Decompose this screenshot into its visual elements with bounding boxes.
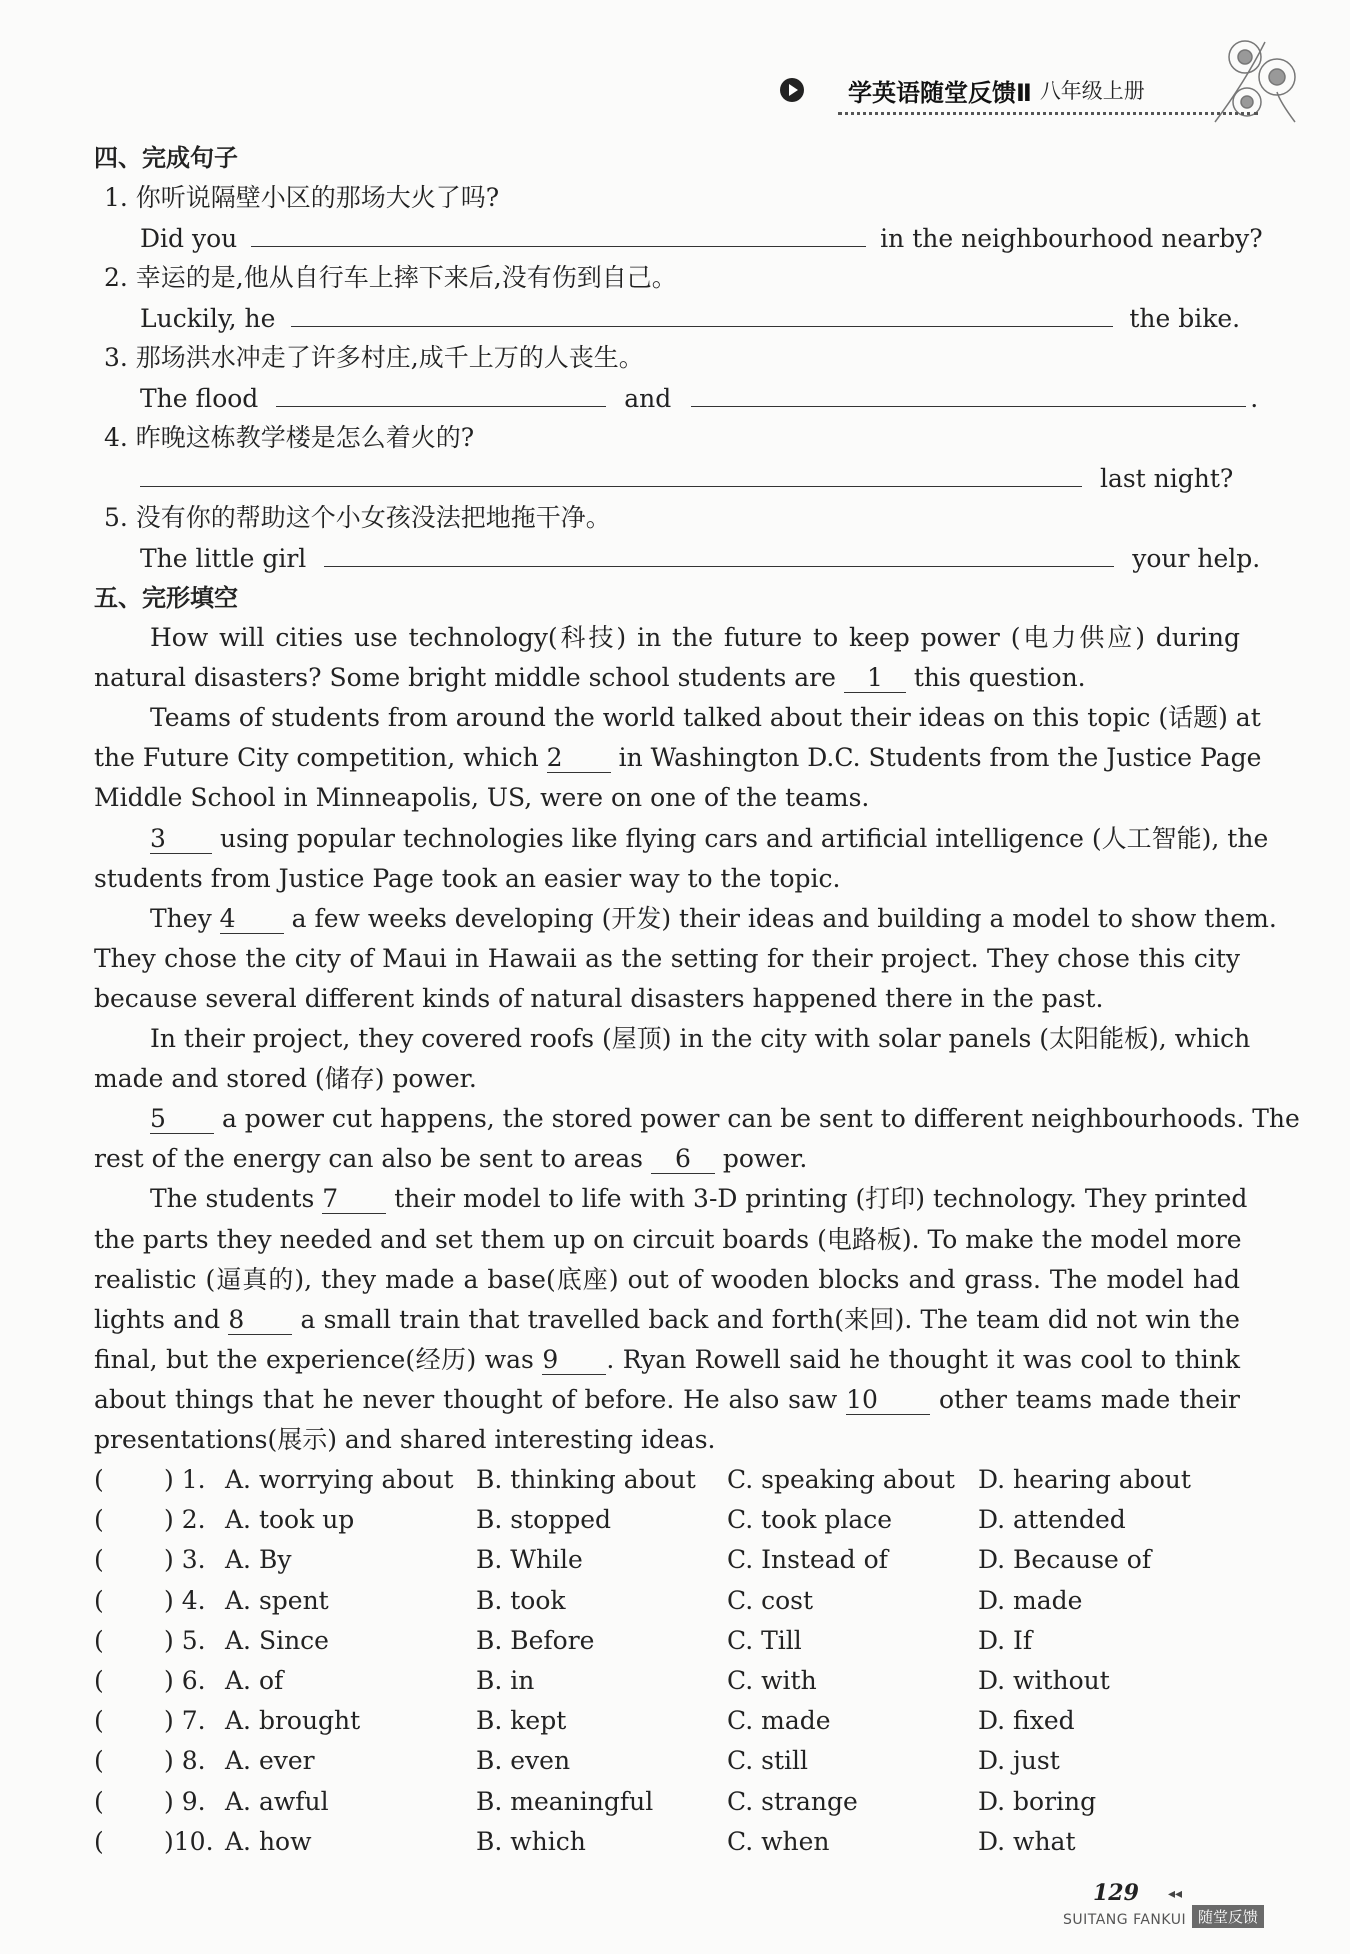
sentence-5-blank[interactable] — [324, 540, 1114, 567]
option-c[interactable]: C. made — [727, 1706, 831, 1736]
sentence-4-blank[interactable] — [140, 460, 1082, 487]
option-d[interactable]: D. made — [978, 1585, 1083, 1615]
option-a[interactable]: A. brought — [225, 1706, 361, 1736]
option-d[interactable]: D. what — [978, 1826, 1076, 1856]
option-a[interactable]: A. Since — [225, 1625, 329, 1655]
answer-paren-open[interactable]: ( — [94, 1465, 104, 1494]
answer-paren-open[interactable]: ( — [94, 1625, 104, 1655]
option-a[interactable]: A. By — [225, 1545, 292, 1575]
page-number: 129 — [1093, 1880, 1139, 1906]
option-c[interactable]: C. Instead of — [727, 1545, 888, 1575]
option-a[interactable]: A. spent — [225, 1585, 329, 1615]
question-number: ) 3. — [164, 1545, 206, 1575]
option-d[interactable]: D. without — [978, 1666, 1110, 1695]
option-c[interactable]: C. Till — [727, 1625, 802, 1655]
passage-line: 3 using popular technologies like flying cars and artificial intelligence (人工智能), the — [150, 823, 1269, 853]
option-c[interactable]: C. speaking about — [727, 1465, 955, 1494]
passage-line: natural disasters? Some bright middle school students are 1 this question. — [94, 663, 1086, 693]
answer-paren-open[interactable]: ( — [94, 1545, 104, 1575]
question-number: ) 1. — [164, 1465, 206, 1494]
option-b[interactable]: B. kept — [476, 1706, 567, 1736]
option-c[interactable]: C. when — [727, 1826, 830, 1856]
sentence-5-english: The little girl your help. — [140, 540, 1260, 574]
footer-brand-english: SUITANG FANKUI — [1063, 1912, 1187, 1928]
passage-line: about things that he never thought of before. He also saw 10 other teams made their — [94, 1384, 1240, 1414]
header-dotted-rule — [838, 112, 1258, 115]
option-b[interactable]: B. meaningful — [476, 1786, 654, 1816]
passage-line: because several different kinds of natural disasters happened there in the past. — [94, 983, 1104, 1013]
option-a[interactable]: A. ever — [225, 1746, 315, 1776]
sentence-4-english: last night? — [140, 460, 1233, 494]
option-a[interactable]: A. how — [225, 1826, 312, 1856]
question-number: )10. — [164, 1826, 214, 1856]
passage-line: presentations(展示) and shared interesting ideas. — [94, 1425, 716, 1454]
footer-brand-chinese: 随堂反馈 — [1192, 1905, 1264, 1928]
question-number: ) 9. — [164, 1786, 206, 1816]
option-b[interactable]: B. stopped — [476, 1505, 611, 1535]
passage-line: They chose the city of Maui in Hawaii as the setting for their project. They chose this city — [94, 943, 1240, 973]
question-number: ) 8. — [164, 1746, 206, 1776]
sentence-3-blank-b[interactable] — [691, 380, 1246, 407]
sentence-1-blank[interactable] — [251, 220, 866, 247]
sentence-5-chinese: 5. 没有你的帮助这个小女孩没法把地拖干净。 — [104, 503, 611, 532]
option-a[interactable]: A. took up — [225, 1505, 355, 1535]
question-number: ) 4. — [164, 1585, 206, 1615]
question-number: ) 5. — [164, 1625, 206, 1655]
cloze-blank-4[interactable]: 4 — [220, 905, 284, 934]
cloze-blank-5[interactable]: 5 — [150, 1105, 214, 1134]
play-bullet-icon — [780, 78, 804, 102]
passage-line: rest of the energy can also be sent to areas 6 power. — [94, 1144, 808, 1174]
question-number: ) 7. — [164, 1706, 206, 1736]
passage-line: students from Justice Page took an easier way to the topic. — [94, 863, 841, 893]
cloze-blank-1[interactable]: 1 — [844, 664, 906, 693]
option-b[interactable]: B. took — [476, 1585, 566, 1615]
sentence-1-chinese: 1. 你听说隔壁小区的那场大火了吗? — [104, 183, 500, 212]
sentence-2-english: Luckily, he the bike. — [140, 300, 1240, 334]
option-b[interactable]: B. Before — [476, 1625, 595, 1655]
passage-line: lights and 8 a small train that travelled back and forth(来回). The team did not win the — [94, 1304, 1240, 1334]
option-c[interactable]: C. strange — [727, 1786, 858, 1816]
option-c[interactable]: C. cost — [727, 1585, 814, 1615]
option-d[interactable]: D. fixed — [978, 1706, 1075, 1736]
passage-line: realistic (逼真的), they made a base(底座) out of wooden blocks and grass. The model had — [94, 1264, 1240, 1294]
option-a[interactable]: A. awful — [225, 1786, 329, 1816]
passage-line: In their project, they covered roofs (屋顶) in the city with solar panels (太阳能板), which — [150, 1024, 1251, 1053]
option-d[interactable]: D. boring — [978, 1786, 1097, 1816]
cloze-blank-8[interactable]: 8 — [228, 1306, 292, 1335]
option-d[interactable]: D. hearing about — [978, 1465, 1191, 1494]
option-a[interactable]: A. of — [225, 1666, 284, 1695]
book-subtitle: 八年级上册 — [1039, 79, 1145, 103]
answer-paren-open[interactable]: ( — [94, 1666, 104, 1695]
cloze-blank-10[interactable]: 10 — [846, 1386, 930, 1415]
answer-paren-open[interactable]: ( — [94, 1585, 104, 1615]
passage-line: Teams of students from around the world talked about their ideas on this topic (话题) at — [150, 703, 1261, 733]
option-b[interactable]: B. even — [476, 1746, 571, 1776]
answer-paren-open[interactable]: ( — [94, 1746, 104, 1776]
cloze-blank-6[interactable]: 6 — [651, 1145, 715, 1174]
option-c[interactable]: C. still — [727, 1746, 808, 1776]
page-header — [780, 70, 1145, 110]
passage-line: The students 7 their model to life with 3-D printing (打印) technology. They printed — [150, 1184, 1248, 1214]
cloze-blank-9[interactable]: 9 — [542, 1346, 606, 1375]
book-title: 学英语随堂反馈Ⅱ — [848, 78, 1032, 107]
passage-line: the parts they needed and set them up on circuit boards (电路板). To make the model more — [94, 1224, 1242, 1254]
option-a[interactable]: A. worrying about — [225, 1465, 454, 1494]
section-4-heading: 四、完成句子 — [94, 144, 238, 172]
answer-paren-open[interactable]: ( — [94, 1505, 104, 1535]
answer-paren-open[interactable]: ( — [94, 1826, 104, 1856]
passage-line: How will cities use technology(科技) in the future to keep power (电力供应) during — [150, 623, 1240, 652]
passage-line: Middle School in Minneapolis, US, were on one of the teams. — [94, 783, 870, 813]
sentence-2-chinese: 2. 幸运的是,他从自行车上摔下来后,没有伤到自己。 — [104, 263, 677, 292]
sentence-1-english: Did you in the neighbourhood nearby? — [140, 220, 1263, 254]
cloze-blank-7[interactable]: 7 — [322, 1185, 386, 1214]
passage-line: 5 a power cut happens, the stored power can be sent to different neighbourhoods. The — [150, 1104, 1300, 1134]
sentence-3-english: The flood and . — [140, 380, 1258, 414]
section-5-heading: 五、完形填空 — [94, 584, 238, 612]
cloze-blank-3[interactable]: 3 — [150, 825, 212, 854]
option-b[interactable]: B. thinking about — [476, 1465, 696, 1494]
sentence-2-blank[interactable] — [291, 300, 1113, 327]
double-arrow-icon: ◂◂ — [1168, 1886, 1183, 1902]
option-b[interactable]: B. which — [476, 1826, 586, 1856]
option-b[interactable]: B. While — [476, 1545, 583, 1575]
option-b[interactable]: B. in — [476, 1666, 535, 1695]
sentence-3-chinese: 3. 那场洪水冲走了许多村庄,成千上万的人丧生。 — [104, 343, 644, 372]
sentence-4-chinese: 4. 昨晚这栋教学楼是怎么着火的? — [104, 423, 475, 452]
passage-line: final, but the experience(经历) was 9 . Ryan Rowell said he thought it was cool to think — [94, 1344, 1240, 1374]
option-d[interactable]: D. just — [978, 1746, 1060, 1776]
option-d[interactable]: D. If — [978, 1625, 1033, 1655]
question-number: ) 2. — [164, 1505, 206, 1535]
passage-line: made and stored (储存) power. — [94, 1064, 477, 1094]
sentence-3-blank-a[interactable] — [276, 380, 606, 407]
answer-paren-open[interactable]: ( — [94, 1786, 104, 1816]
passage-line: They 4 a few weeks developing (开发) their ideas and building a model to show them. — [150, 903, 1277, 933]
passage-line: the Future City competition, which 2 in Washington D.C. Students from the Justice Page — [94, 743, 1262, 773]
option-c[interactable]: C. took place — [727, 1505, 893, 1535]
cloze-blank-2[interactable]: 2 — [547, 744, 611, 773]
flower-decoration-icon — [1205, 22, 1315, 132]
question-number: ) 6. — [164, 1666, 206, 1695]
answer-paren-open[interactable]: ( — [94, 1706, 104, 1736]
option-c[interactable]: C. with — [727, 1666, 817, 1695]
option-d[interactable]: D. Because of — [978, 1545, 1152, 1575]
option-d[interactable]: D. attended — [978, 1505, 1126, 1535]
